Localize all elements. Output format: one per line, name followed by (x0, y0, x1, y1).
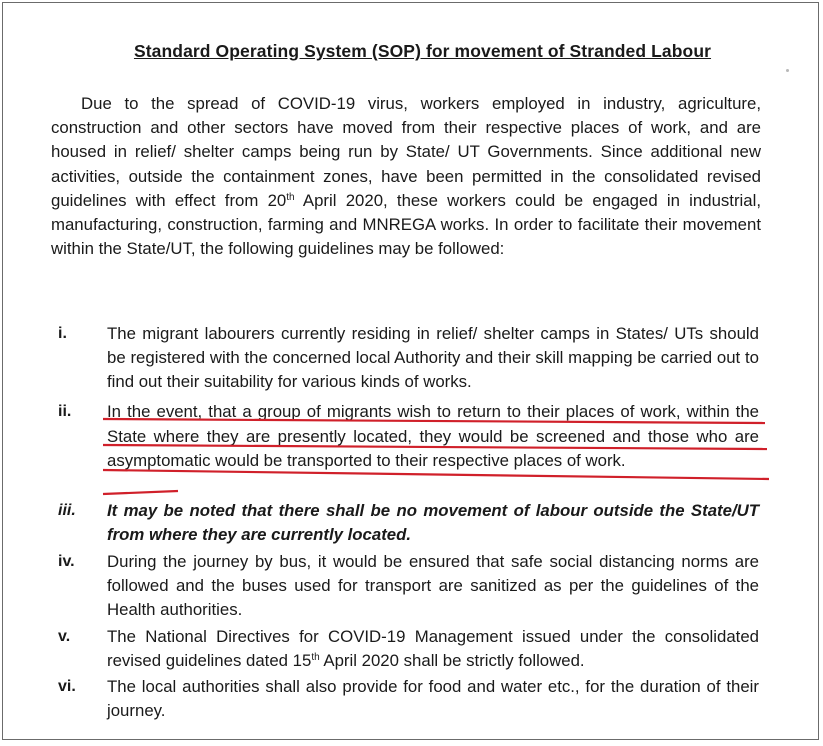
document-page (2, 2, 819, 740)
list-text: The local authorities shall also provide for food and water etc., for the duration of their journey. (107, 677, 759, 721)
list-number: i. (58, 325, 67, 342)
list-text-part1: The National Directives for COVID-19 Management issued under the consolidated revised guidelines dated 15 (107, 627, 759, 671)
list-number: iv. (58, 553, 75, 570)
intro-paragraph (51, 92, 761, 261)
list-text: During the journey by bus, it would be ensured that safe social distancing norms are followed and the buses used for transport are sanitized as per the guidelines of the Health authorities. (107, 552, 759, 620)
list-number: vi. (58, 678, 76, 695)
intro-text-part2: April 2020, these workers could be engaged in industrial, manufacturing, construction, farming and MNREGA works. In order to facilitate their movement within the State/UT, the following guidelines may be followed: (51, 190, 761, 259)
red-underline-4 (103, 491, 178, 494)
document-title: Standard Operating System (SOP) for movement of Stranded Labour (133, 41, 712, 61)
list-text: In the event, that a group of migrants wish to return to their places of work, within the State where they are presently located, they would be screened and those who are asymptomatic would be transported to their respective places of work. (107, 402, 759, 471)
list-text: The migrant labourers currently residing in relief/ shelter camps in States/ UTs should be registered with the concerned local Authority and their skill mapping be carried out to find out their suitability for various kinds of works. (107, 324, 759, 392)
intro-superscript: th (286, 191, 295, 203)
list-number: v. (58, 628, 71, 645)
list-number: ii. (58, 403, 72, 420)
intro-text-part1: Due to the spread of COVID-19 virus, workers employed in industry, agriculture, construction and other sectors have moved from their respective places of work, and are housed in relief/ shelter camps being run by State/ UT Governments. Since additional new activities, outside the containment zones, have been permitted in the consolidated revised guidelines with effect from 20 (51, 94, 761, 210)
list-text: It may be noted that there shall be no movement of labour outside the State/UT from where they are currently located. (107, 501, 759, 545)
list-text-part2: April 2020 shall be strictly followed. (319, 651, 585, 671)
list-text (107, 625, 759, 673)
list-superscript: th (311, 652, 320, 664)
scan-speck (786, 69, 789, 72)
list-number: iii. (58, 502, 76, 519)
